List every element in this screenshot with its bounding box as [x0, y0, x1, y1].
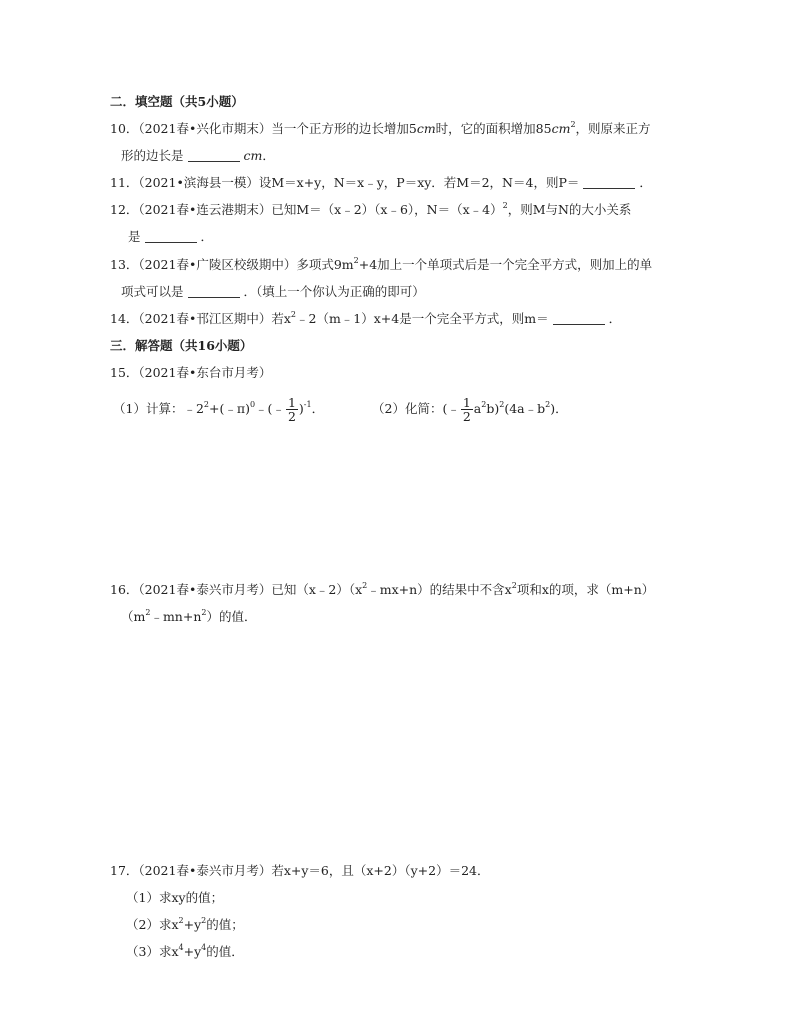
question-15-part-1: （1）计算：$﹣2^2+(﹣\pi)^0﹣(﹣$ $\frac{1}{2}$ )$^{-1}$． — [113, 395, 325, 424]
question-source: （2021春•邗江区期中） — [138, 311, 272, 326]
question-number: 14． — [110, 311, 139, 326]
question-14: 14．（2021春•邗江区期中）若$x^2﹣2(m﹣1)x+4$是一个完全平方式，则m＝ ． — [110, 310, 622, 326]
question-13-cont: 项式可以是 ．（填上一个你认为正确的即可） — [121, 284, 425, 299]
question-11: 11．（2021•滨海县一模）设M＝x+y，N＝x﹣y，P＝xy．若M＝2，N＝4，则P＝ ． — [110, 175, 652, 190]
question-13: 13．（2021春•广陵区校级期中）多项式$9m^2+4$加上一个单项式后是一个完全平方式，则加上的单 — [110, 256, 653, 272]
question-number: 17． — [110, 863, 139, 878]
question-source: （2021春•兴化市期末） — [138, 121, 272, 136]
question-17-sub-3: （3）求$x^4+y^4$的值． — [126, 943, 244, 959]
question-17-sub-2: （2）求$x^2+y^2$的值； — [126, 916, 244, 932]
question-16-cont: $(m^2﹣mn+n^2)$的值． — [121, 608, 257, 624]
question-source: （2021春•泰兴市月考） — [138, 582, 272, 597]
question-10-cont: 形的边长是 cm． — [121, 148, 275, 163]
answer-blank — [188, 149, 240, 162]
answer-blank — [145, 230, 197, 243]
question-15 — [110, 364, 271, 382]
fraction-one-half: $\frac{1}{2}$ — [287, 395, 296, 424]
question-12-cont: 是 ． — [128, 229, 214, 244]
question-17: 17．（2021春•泰兴市月考）若x+y＝6，且（x+2）（y+2）＝24． — [110, 863, 490, 878]
question-source: （2021春•广陵区校级期中） — [138, 257, 297, 272]
question-source: （2021春•东台市月考） — [138, 365, 272, 380]
question-15-part-2: （2）化简：(﹣ $\frac{1}{2}$ $a^2b)^2(4a﹣b^2)$． — [372, 395, 568, 424]
question-10: 10．（2021春•兴化市期末）当一个正方形的边长增加5cm时，它的面积增加$85cm^2$，则原来正方 — [110, 120, 651, 136]
answer-blank — [583, 176, 635, 189]
question-number: 12． — [110, 202, 139, 217]
question-17-sub-1: （1）求xy的值； — [126, 890, 224, 905]
section-heading-fill-blank: 二．填空题（共5小题） — [110, 94, 244, 109]
question-number: 15． — [110, 365, 139, 380]
fraction-one-half: $\frac{1}{2}$ — [462, 395, 471, 424]
question-number: 11． — [110, 175, 139, 190]
answer-blank — [553, 312, 605, 325]
question-source: （2021春•连云港期末） — [138, 202, 272, 217]
question-source: （2021•滨海县一模） — [138, 175, 259, 190]
question-number: 16． — [110, 582, 139, 597]
question-12: 12．（2021春•连云港期末）已知M＝（x﹣2）（x﹣6），N＝（x﹣4）$^2$，则M与N的大小关系 — [110, 201, 632, 217]
question-16: 16．（2021春•泰兴市月考）已知$(x﹣2)(x^2﹣mx+n)$的结果中不含$x^2$项和x的项，求（m+n） — [110, 581, 655, 597]
section-heading-answer: 三．解答题（共16小题） — [110, 338, 253, 353]
answer-blank — [188, 285, 240, 298]
question-number: 13． — [110, 257, 139, 272]
question-number: 10． — [110, 121, 139, 136]
question-source: （2021春•泰兴市月考） — [138, 863, 272, 878]
